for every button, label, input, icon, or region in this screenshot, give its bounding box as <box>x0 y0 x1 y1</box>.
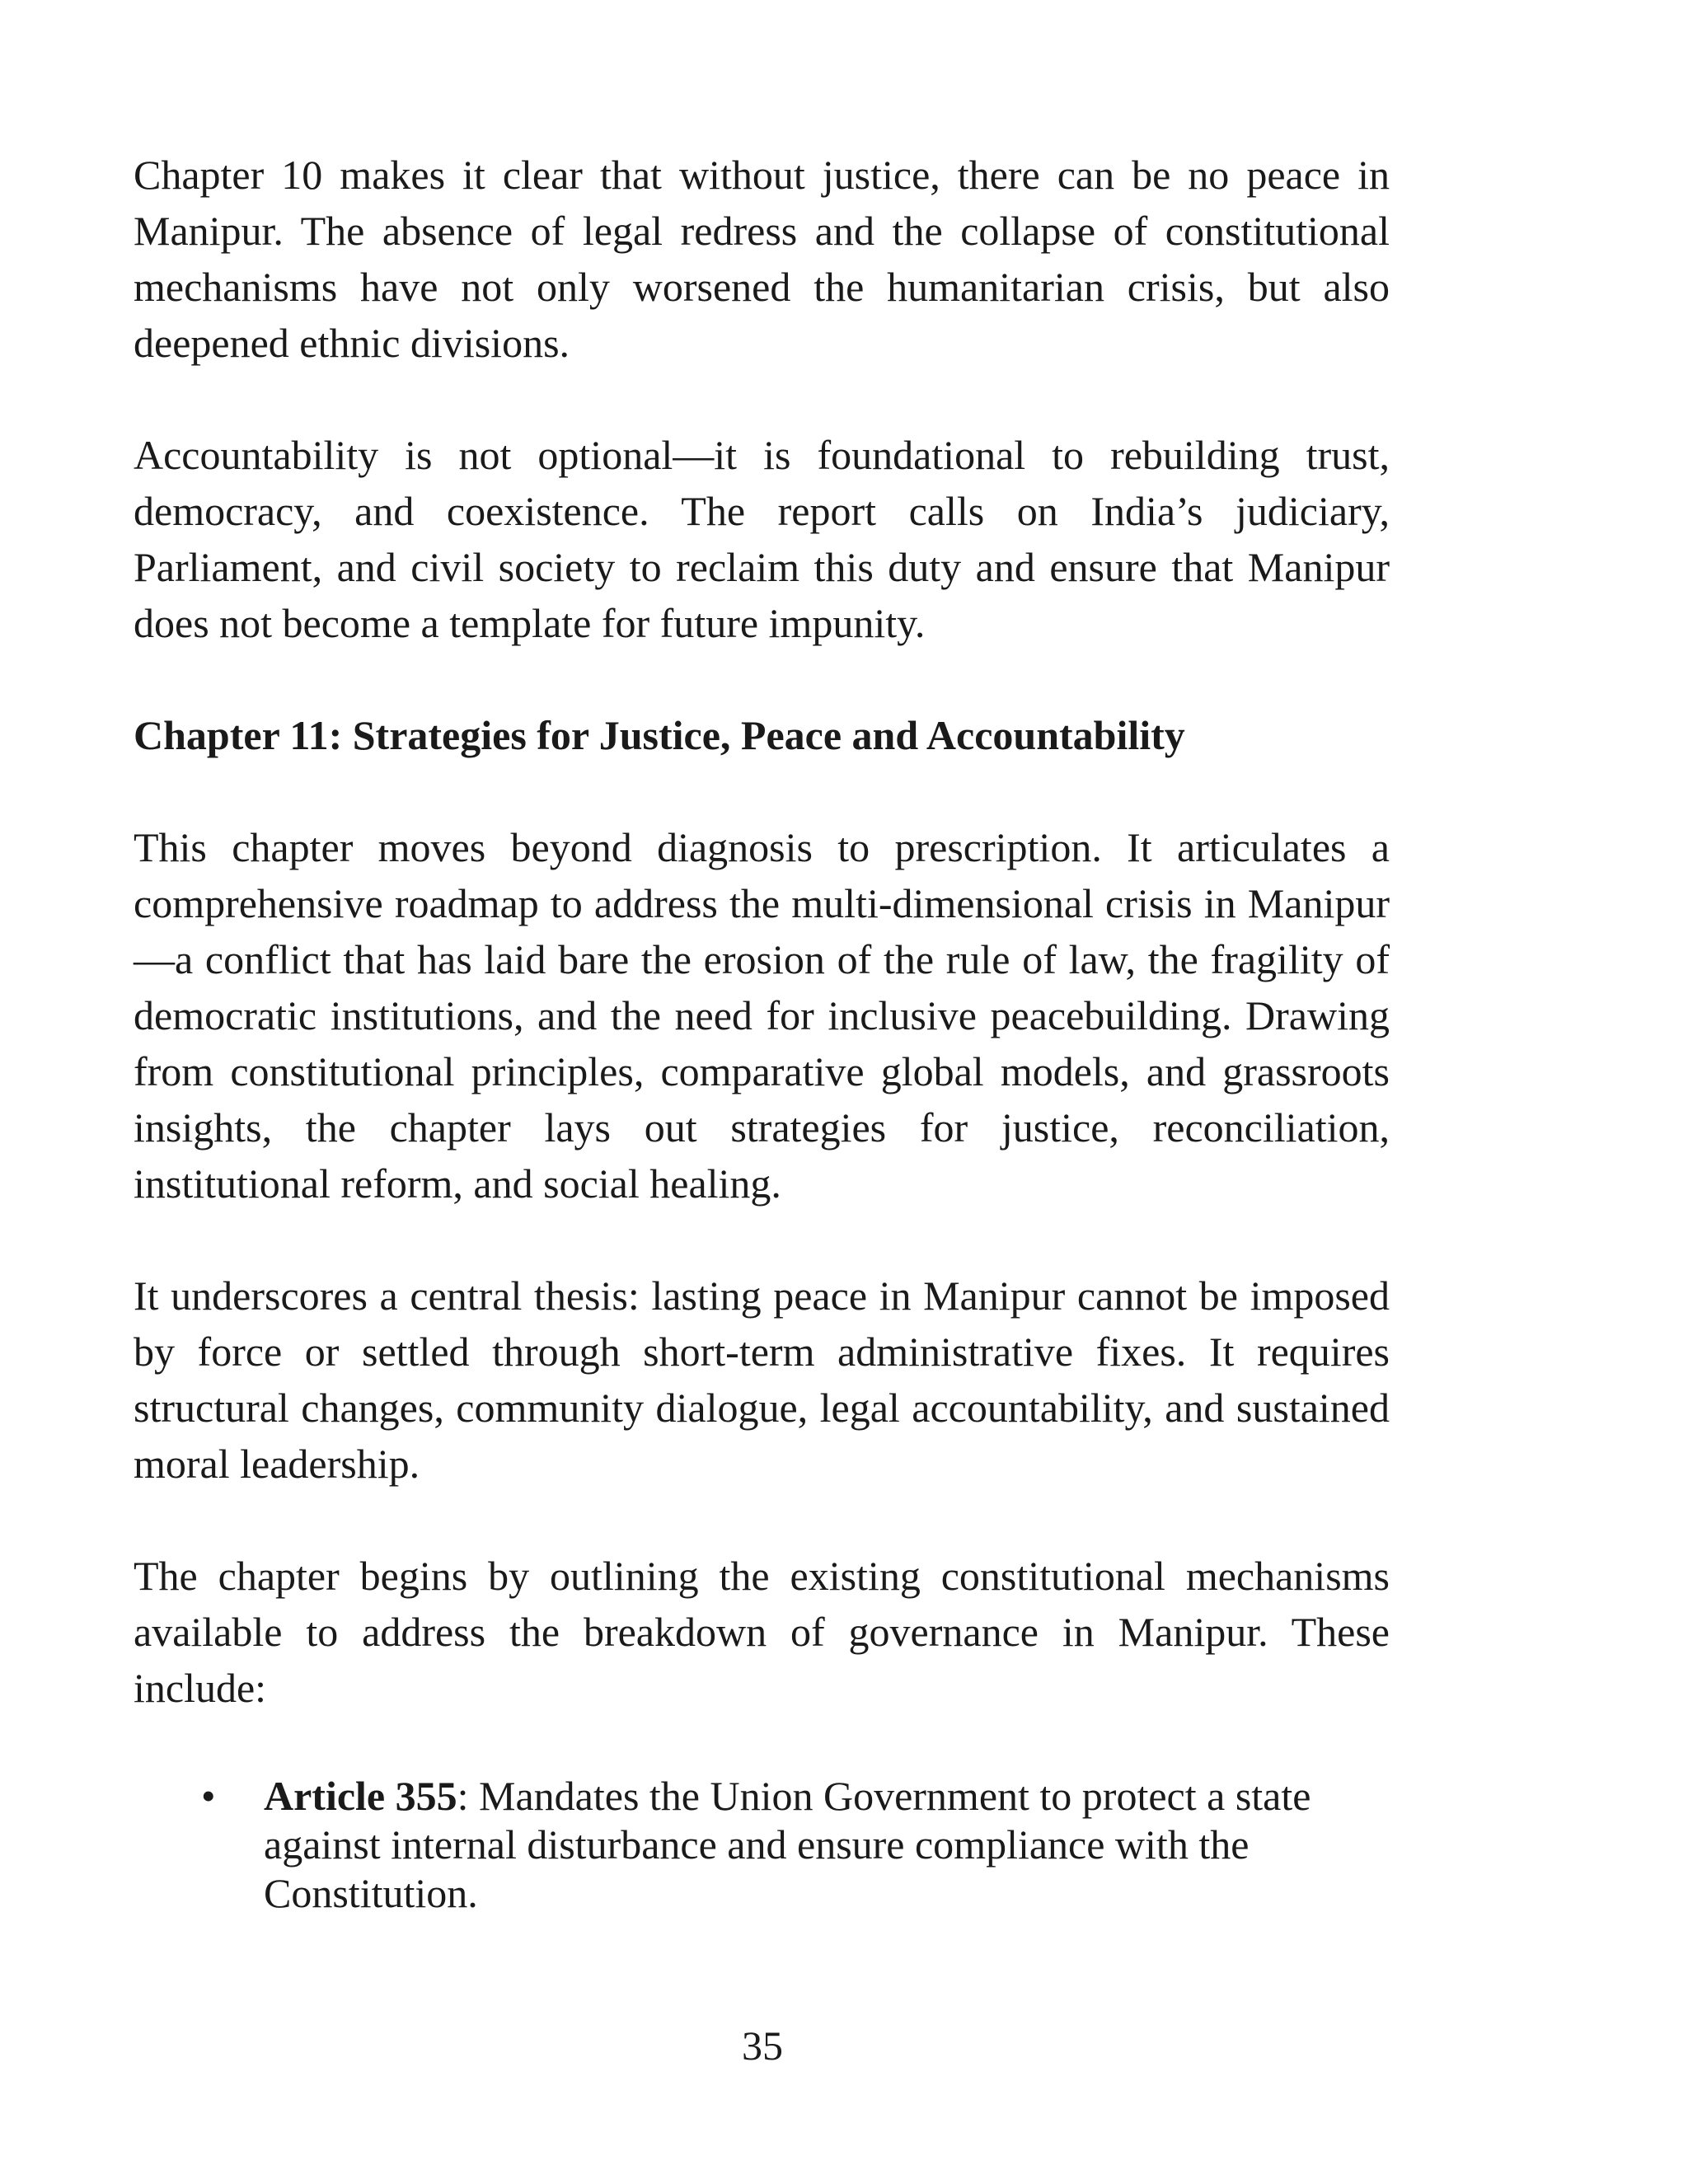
chapter-heading: Chapter 11: Strategies for Justice, Peace and Accountability <box>134 712 1185 758</box>
paragraph-chapter10-summary: Chapter 10 makes it clear that without justice, there can be no peace in Manipur. The absence of legal redress and the collapse of constitutional mechanisms have not only worsened the humanitarian crisis, but also deepened ethnic divisions. <box>134 152 1390 366</box>
document-page <box>134 147 1390 1918</box>
bullet-icon: • <box>201 1773 216 1819</box>
page-number: 35 <box>742 2022 783 2069</box>
list-item <box>134 1772 1390 1918</box>
list-item-term: Article 355 <box>264 1773 457 1819</box>
paragraph-accountability: Accountability is not optional—it is foundational to rebuilding trust, democracy, and coexistence. The report calls on India’s judiciary, Parliament, and civil society to reclaim this duty and ensure that Manipur does not become a template for future impunity. <box>134 432 1390 646</box>
list-item-text: : Mandates the Union Government to protect a state against internal disturbance and ensure compliance with the Constitution. <box>264 1773 1311 1916</box>
paragraph-central-thesis: It underscores a central thesis: lasting peace in Manipur cannot be imposed by force or settled through short-term administrative fixes. It requires structural changes, community dialogue, legal accountability, and sustained moral leadership. <box>134 1272 1390 1487</box>
paragraph-mechanisms-intro: The chapter begins by outlining the existing constitutional mechanisms available to address the breakdown of governance in Manipur. These include: <box>134 1553 1390 1711</box>
paragraph-chapter-intro: This chapter moves beyond diagnosis to prescription. It articulates a comprehensive roadmap to address the multi-dimensional crisis in Manipur—a conflict that has laid bare the erosion of the rule of law, the fragility of democratic institutions, and the need for inclusive peacebuilding. Drawing from constitutional principles, comparative global models, and grassroots insights, the chapter lays out strategies for justice, reconciliation, institutional reform, and social healing. <box>134 824 1390 1207</box>
mechanisms-list <box>134 1772 1390 1918</box>
